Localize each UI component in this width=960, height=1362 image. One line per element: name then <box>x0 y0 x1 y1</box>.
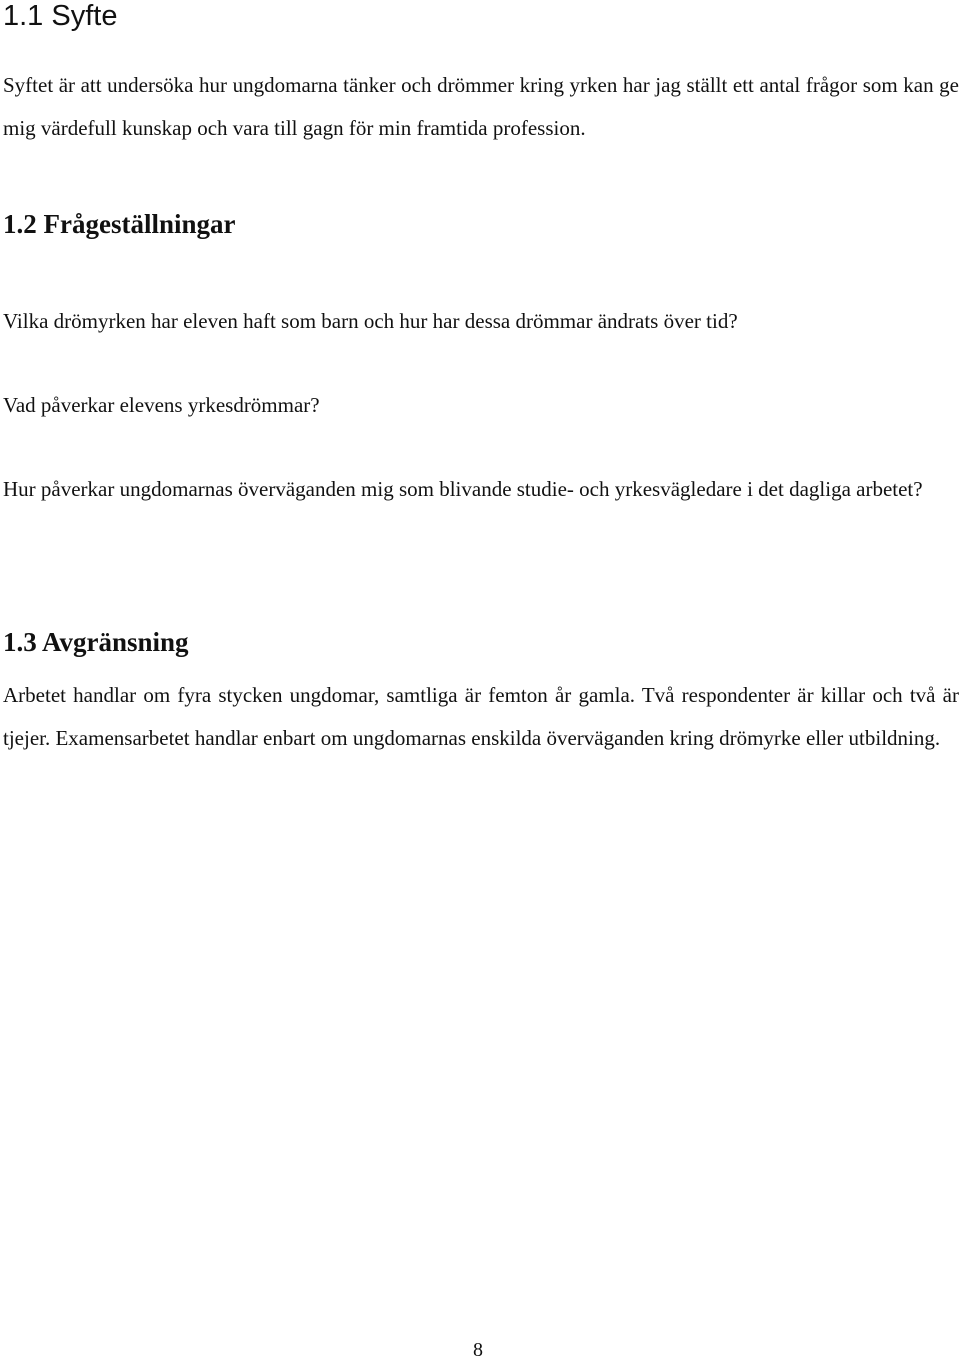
paragraph-syfte: Syftet är att undersöka hur ungdomarna tänker och drömmer kring yrken har jag ställt ett antal frågor som kan ge mig värdefull kunskap och vara till gagn för min framtida profession. <box>3 73 959 140</box>
question-item: Vilka drömyrken har eleven haft som barn och hur har dessa drömmar ändrats över tid? <box>3 309 738 333</box>
section-heading-avgransning: 1.3 Avgränsning <box>3 627 189 657</box>
question-item: Hur påverkar ungdomarnas överväganden mig som blivande studie- och yrkesvägledare i det dagliga arbetet? <box>3 477 923 501</box>
page-number: 8 <box>473 1339 483 1361</box>
section-heading-fragestallningar: 1.2 Frågeställningar <box>3 209 236 239</box>
section-heading-syfte: 1.1 Syfte <box>3 0 118 32</box>
question-item: Vad påverkar elevens yrkesdrömmar? <box>3 393 320 417</box>
paragraph-avgransning: Arbetet handlar om fyra stycken ungdomar, samtliga är femton år gamla. Två respondenter är killar och två är tjejer. Examensarbetet handlar enbart om ungdomarnas enskilda överväganden kring drömyrke eller utbildning. <box>3 683 959 750</box>
